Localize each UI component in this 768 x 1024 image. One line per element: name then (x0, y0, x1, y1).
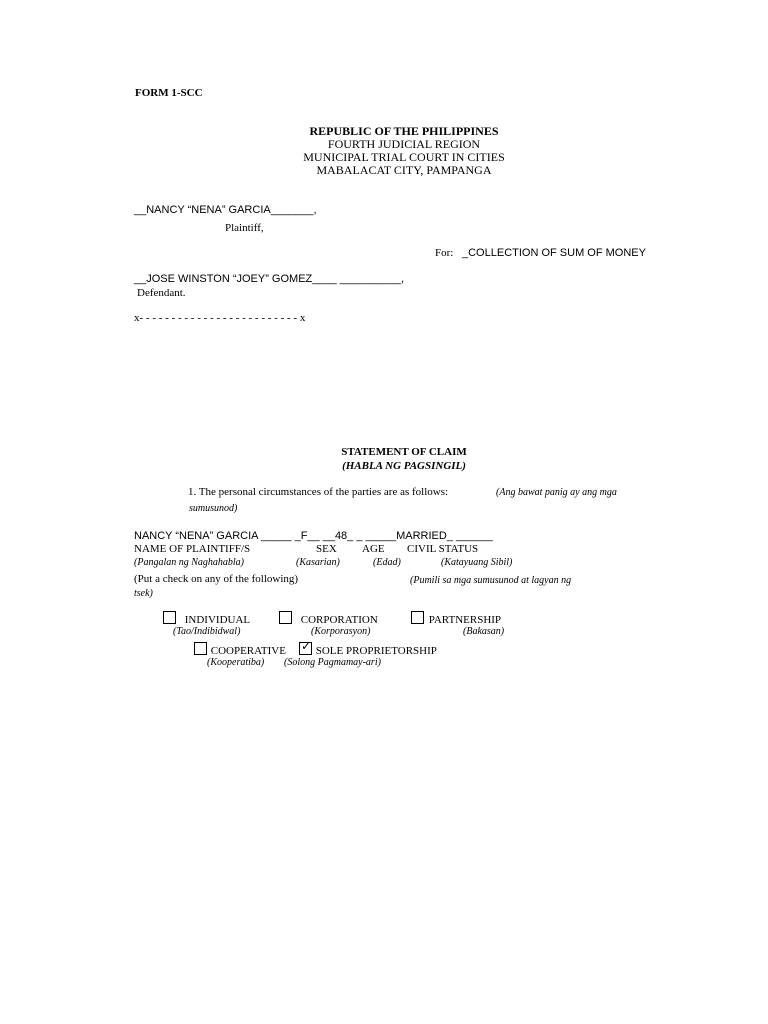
header-court: MUNICIPAL TRIAL COURT IN CITIES (303, 150, 505, 164)
translation-name: (Pangalan ng Naghahabla) (134, 557, 244, 568)
form-label: FORM 1-SCC (135, 87, 203, 99)
label-age: AGE (362, 543, 385, 555)
defendant-role: Defendant. (137, 287, 186, 299)
check-instruction-translation-a: (Pumili sa mga sumusunod at lagyan ng (410, 575, 572, 586)
option-corporation-label: CORPORATION (300, 614, 378, 626)
checkbox-sole-proprietorship[interactable] (299, 639, 312, 655)
header-region: FOURTH JUDICIAL REGION (327, 137, 481, 151)
translation-age: (Edad) (373, 557, 401, 568)
caption-separator: x- - - - - - - - - - - - - - - - - - - - - - - - - x (134, 312, 306, 324)
case-for-label: For: (435, 247, 454, 259)
translation-sex: (Kasarian) (296, 557, 340, 568)
checkbox-cooperative[interactable] (194, 642, 207, 655)
option-corporation-translation: (Korporasyon) (311, 626, 371, 637)
option-cooperative[interactable] (194, 642, 286, 657)
header-city: MABALACAT CITY, PAMPANGA (316, 163, 492, 177)
option-cooperative-translation: (Kooperatiba) (207, 657, 265, 668)
plaintiff-name-line: __NANCY “NENA” GARCIA_______, (134, 204, 317, 216)
plaintiff-role: Plaintiff, (225, 222, 264, 234)
option-partnership[interactable] (411, 611, 501, 626)
checkbox-individual[interactable] (163, 611, 176, 624)
case-nature: _COLLECTION OF SUM OF MONEY (462, 247, 646, 259)
title-sub: (HABLA NG PAGSINGIL) (342, 460, 466, 472)
option-corporation[interactable] (279, 611, 378, 626)
option-sole-proprietorship[interactable] (299, 639, 437, 657)
item1-text: 1. The personal circumstances of the parties are as follows: (188, 486, 449, 498)
label-civil-status: CIVIL STATUS (407, 543, 479, 555)
document-title (254, 445, 554, 473)
option-partnership-label: PARTNERSHIP (428, 614, 502, 626)
option-cooperative-label: COOPERATIVE (210, 645, 286, 657)
title-main: STATEMENT OF CLAIM (341, 446, 467, 458)
plaintiff-details-values: NANCY “NENA” GARCIA _____ _F__ __48_ _ _____MARRIED_ ______ (134, 530, 493, 542)
translation-civil: (Katayuang Sibil) (441, 557, 513, 568)
check-mark-icon: ✓ (301, 639, 312, 653)
item1-translation-b: sumusunod) (189, 503, 238, 514)
checkbox-corporation[interactable] (279, 611, 292, 624)
option-individual-label: INDIVIDUAL (184, 614, 251, 626)
label-name-of-plaintiff: NAME OF PLAINTIFF/S (134, 543, 251, 555)
option-sole-proprietorship-translation: (Solong Pagmamay-ari) (284, 657, 381, 668)
checkbox-partnership[interactable] (411, 611, 424, 624)
item1-translation-a: (Ang bawat panig ay ang mga (496, 487, 617, 498)
option-individual-translation: (Tao/Indibidwal) (173, 626, 241, 637)
option-individual[interactable] (163, 611, 250, 626)
check-instruction: (Put a check on any of the following) (134, 573, 299, 585)
label-sex: SEX (316, 543, 337, 555)
check-instruction-translation-b: tsek) (134, 588, 153, 599)
defendant-name-line: __JOSE WINSTON “JOEY” GOMEZ____ __________, (134, 273, 405, 285)
court-header (254, 125, 554, 177)
option-sole-proprietorship-label: SOLE PROPRIETORSHIP (315, 645, 437, 657)
header-republic: REPUBLIC OF THE PHILIPPINES (309, 124, 499, 138)
option-partnership-translation: (Bakasan) (463, 626, 505, 637)
